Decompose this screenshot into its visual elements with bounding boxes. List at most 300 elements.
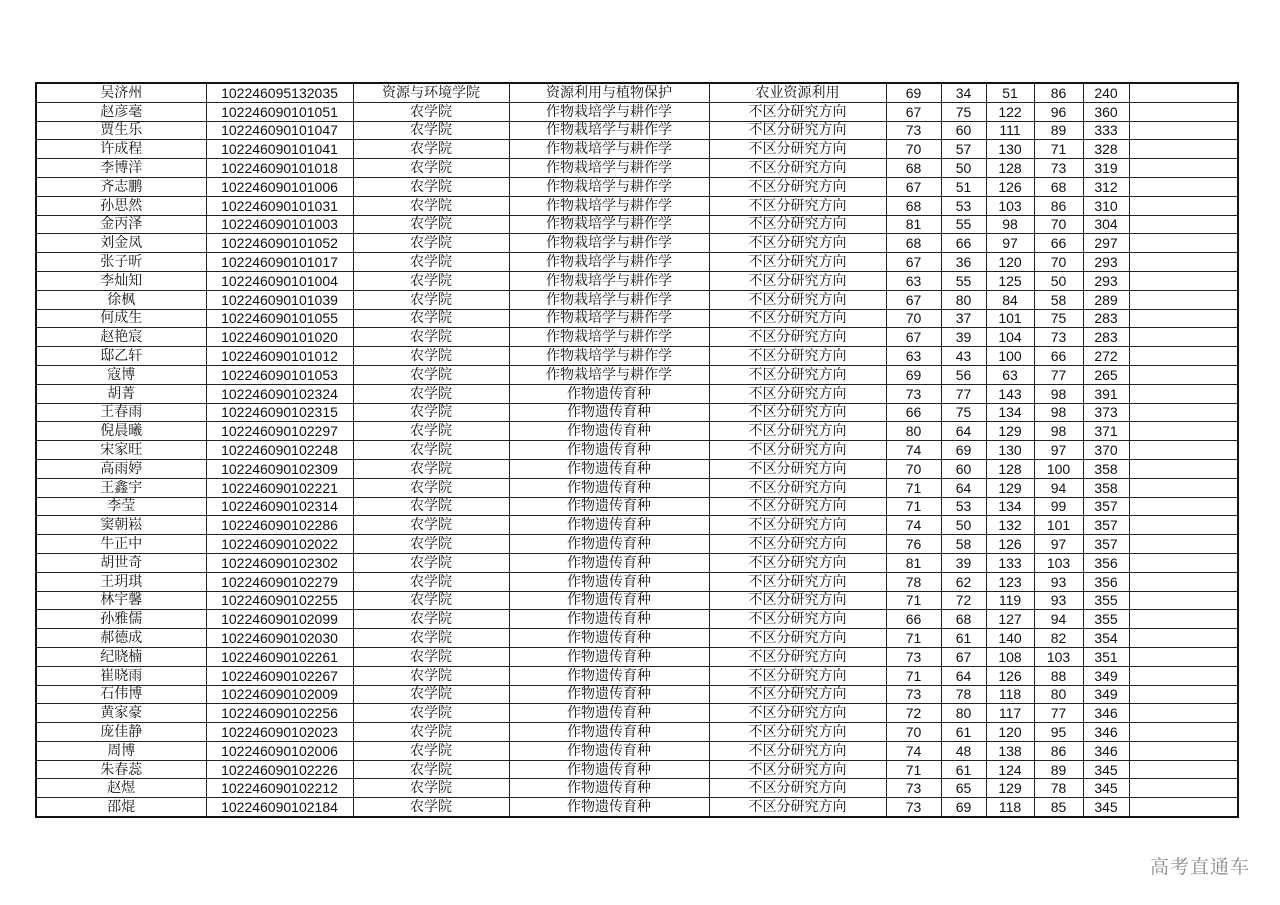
cell-major: 作物栽培学与耕作学 bbox=[509, 140, 709, 159]
cell-major: 作物遗传育种 bbox=[509, 647, 709, 666]
cell-major: 作物遗传育种 bbox=[509, 441, 709, 460]
cell-total: 265 bbox=[1083, 365, 1129, 384]
cell-name: 王鑫宇 bbox=[36, 478, 206, 497]
cell-remark bbox=[1129, 422, 1238, 441]
cell-score-4: 97 bbox=[1034, 535, 1083, 554]
cell-college: 资源与环境学院 bbox=[353, 83, 509, 102]
cell-score-4: 58 bbox=[1034, 290, 1083, 309]
cell-total: 391 bbox=[1083, 384, 1129, 403]
table-row bbox=[36, 177, 1238, 196]
cell-score-4: 89 bbox=[1034, 760, 1083, 779]
cell-name: 李灿知 bbox=[36, 271, 206, 290]
cell-direction: 不区分研究方向 bbox=[709, 271, 886, 290]
cell-college: 农学院 bbox=[353, 535, 509, 554]
cell-remark bbox=[1129, 535, 1238, 554]
cell-total: 355 bbox=[1083, 610, 1129, 629]
cell-college: 农学院 bbox=[353, 422, 509, 441]
cell-direction: 不区分研究方向 bbox=[709, 422, 886, 441]
cell-score-2: 60 bbox=[941, 459, 986, 478]
cell-major: 作物遗传育种 bbox=[509, 798, 709, 817]
table-row bbox=[36, 610, 1238, 629]
cell-total: 346 bbox=[1083, 741, 1129, 760]
cell-score-1: 73 bbox=[886, 779, 941, 798]
cell-remark bbox=[1129, 553, 1238, 572]
cell-college: 农学院 bbox=[353, 253, 509, 272]
table-row bbox=[36, 140, 1238, 159]
cell-major: 作物遗传育种 bbox=[509, 516, 709, 535]
cell-name: 贾生乐 bbox=[36, 121, 206, 140]
cell-college: 农学院 bbox=[353, 347, 509, 366]
cell-remark bbox=[1129, 177, 1238, 196]
cell-college: 农学院 bbox=[353, 666, 509, 685]
cell-college: 农学院 bbox=[353, 779, 509, 798]
cell-score-4: 68 bbox=[1034, 177, 1083, 196]
cell-score-1: 74 bbox=[886, 516, 941, 535]
cell-remark bbox=[1129, 629, 1238, 648]
cell-direction: 不区分研究方向 bbox=[709, 553, 886, 572]
cell-score-3: 119 bbox=[986, 591, 1034, 610]
cell-score-3: 118 bbox=[986, 798, 1034, 817]
cell-score-4: 103 bbox=[1034, 647, 1083, 666]
cell-score-4: 78 bbox=[1034, 779, 1083, 798]
cell-exam-id: 102246090101055 bbox=[206, 309, 353, 328]
cell-direction: 不区分研究方向 bbox=[709, 591, 886, 610]
cell-score-4: 93 bbox=[1034, 591, 1083, 610]
table-row bbox=[36, 741, 1238, 760]
cell-exam-id: 102246090101004 bbox=[206, 271, 353, 290]
cell-score-3: 128 bbox=[986, 459, 1034, 478]
table-row bbox=[36, 121, 1238, 140]
cell-exam-id: 102246090102314 bbox=[206, 497, 353, 516]
table-row bbox=[36, 572, 1238, 591]
cell-total: 328 bbox=[1083, 140, 1129, 159]
cell-remark bbox=[1129, 685, 1238, 704]
cell-exam-id: 102246090101006 bbox=[206, 177, 353, 196]
table-row bbox=[36, 478, 1238, 497]
cell-name: 邸乙轩 bbox=[36, 347, 206, 366]
cell-exam-id: 102246090102212 bbox=[206, 779, 353, 798]
cell-score-4: 73 bbox=[1034, 328, 1083, 347]
cell-name: 黄家豪 bbox=[36, 704, 206, 723]
cell-remark bbox=[1129, 215, 1238, 234]
cell-major: 作物栽培学与耕作学 bbox=[509, 234, 709, 253]
cell-score-1: 67 bbox=[886, 253, 941, 272]
cell-direction: 不区分研究方向 bbox=[709, 647, 886, 666]
cell-score-2: 43 bbox=[941, 347, 986, 366]
cell-exam-id: 102246090102279 bbox=[206, 572, 353, 591]
cell-name: 刘金凤 bbox=[36, 234, 206, 253]
cell-college: 农学院 bbox=[353, 647, 509, 666]
cell-score-4: 75 bbox=[1034, 309, 1083, 328]
cell-score-3: 118 bbox=[986, 685, 1034, 704]
cell-college: 农学院 bbox=[353, 760, 509, 779]
cell-score-3: 98 bbox=[986, 215, 1034, 234]
cell-exam-id: 102246090101051 bbox=[206, 102, 353, 121]
cell-score-1: 68 bbox=[886, 196, 941, 215]
cell-total: 283 bbox=[1083, 309, 1129, 328]
cell-remark bbox=[1129, 478, 1238, 497]
table-row bbox=[36, 159, 1238, 178]
cell-college: 农学院 bbox=[353, 121, 509, 140]
cell-major: 作物遗传育种 bbox=[509, 497, 709, 516]
cell-remark bbox=[1129, 741, 1238, 760]
table-row bbox=[36, 441, 1238, 460]
cell-direction: 不区分研究方向 bbox=[709, 196, 886, 215]
cell-score-3: 103 bbox=[986, 196, 1034, 215]
cell-score-2: 69 bbox=[941, 798, 986, 817]
table-row bbox=[36, 629, 1238, 648]
cell-major: 作物遗传育种 bbox=[509, 591, 709, 610]
cell-college: 农学院 bbox=[353, 215, 509, 234]
cell-name: 王玥琪 bbox=[36, 572, 206, 591]
cell-direction: 不区分研究方向 bbox=[709, 741, 886, 760]
cell-score-3: 128 bbox=[986, 159, 1034, 178]
cell-direction: 不区分研究方向 bbox=[709, 365, 886, 384]
cell-name: 郝德成 bbox=[36, 629, 206, 648]
cell-score-4: 88 bbox=[1034, 666, 1083, 685]
cell-remark bbox=[1129, 159, 1238, 178]
cell-major: 作物遗传育种 bbox=[509, 572, 709, 591]
table-row bbox=[36, 535, 1238, 554]
table-row bbox=[36, 516, 1238, 535]
cell-college: 农学院 bbox=[353, 403, 509, 422]
cell-total: 293 bbox=[1083, 271, 1129, 290]
cell-score-3: 129 bbox=[986, 478, 1034, 497]
cell-name: 崔晓雨 bbox=[36, 666, 206, 685]
cell-score-1: 70 bbox=[886, 140, 941, 159]
cell-name: 周博 bbox=[36, 741, 206, 760]
cell-direction: 不区分研究方向 bbox=[709, 535, 886, 554]
cell-score-2: 80 bbox=[941, 290, 986, 309]
cell-remark bbox=[1129, 253, 1238, 272]
cell-major: 作物遗传育种 bbox=[509, 535, 709, 554]
cell-major: 作物遗传育种 bbox=[509, 478, 709, 497]
cell-total: 345 bbox=[1083, 779, 1129, 798]
cell-college: 农学院 bbox=[353, 798, 509, 817]
cell-score-1: 66 bbox=[886, 610, 941, 629]
cell-score-3: 126 bbox=[986, 535, 1034, 554]
cell-remark bbox=[1129, 441, 1238, 460]
cell-score-3: 129 bbox=[986, 422, 1034, 441]
cell-score-4: 77 bbox=[1034, 365, 1083, 384]
cell-score-2: 50 bbox=[941, 159, 986, 178]
cell-name: 李博洋 bbox=[36, 159, 206, 178]
cell-score-3: 138 bbox=[986, 741, 1034, 760]
cell-score-2: 53 bbox=[941, 497, 986, 516]
cell-score-4: 73 bbox=[1034, 159, 1083, 178]
cell-remark bbox=[1129, 647, 1238, 666]
cell-total: 346 bbox=[1083, 723, 1129, 742]
cell-remark bbox=[1129, 140, 1238, 159]
cell-direction: 不区分研究方向 bbox=[709, 121, 886, 140]
cell-exam-id: 102246090101018 bbox=[206, 159, 353, 178]
cell-score-4: 100 bbox=[1034, 459, 1083, 478]
cell-exam-id: 102246090102315 bbox=[206, 403, 353, 422]
cell-exam-id: 102246090101052 bbox=[206, 234, 353, 253]
cell-score-2: 56 bbox=[941, 365, 986, 384]
cell-direction: 不区分研究方向 bbox=[709, 290, 886, 309]
cell-score-1: 73 bbox=[886, 121, 941, 140]
cell-score-3: 129 bbox=[986, 779, 1034, 798]
cell-score-4: 85 bbox=[1034, 798, 1083, 817]
cell-major: 作物遗传育种 bbox=[509, 459, 709, 478]
cell-exam-id: 102246090102267 bbox=[206, 666, 353, 685]
cell-score-3: 63 bbox=[986, 365, 1034, 384]
cell-score-1: 73 bbox=[886, 647, 941, 666]
cell-total: 356 bbox=[1083, 572, 1129, 591]
table-row bbox=[36, 704, 1238, 723]
cell-score-1: 81 bbox=[886, 215, 941, 234]
cell-direction: 不区分研究方向 bbox=[709, 798, 886, 817]
table-row bbox=[36, 459, 1238, 478]
cell-major: 作物遗传育种 bbox=[509, 741, 709, 760]
cell-remark bbox=[1129, 121, 1238, 140]
cell-score-4: 94 bbox=[1034, 478, 1083, 497]
cell-college: 农学院 bbox=[353, 290, 509, 309]
cell-remark bbox=[1129, 516, 1238, 535]
cell-score-4: 93 bbox=[1034, 572, 1083, 591]
cell-remark bbox=[1129, 723, 1238, 742]
cell-college: 农学院 bbox=[353, 177, 509, 196]
cell-remark bbox=[1129, 704, 1238, 723]
cell-score-1: 71 bbox=[886, 478, 941, 497]
cell-score-2: 53 bbox=[941, 196, 986, 215]
cell-score-1: 80 bbox=[886, 422, 941, 441]
cell-exam-id: 102246090102009 bbox=[206, 685, 353, 704]
cell-score-3: 130 bbox=[986, 140, 1034, 159]
cell-score-2: 37 bbox=[941, 309, 986, 328]
cell-name: 寇博 bbox=[36, 365, 206, 384]
cell-total: 310 bbox=[1083, 196, 1129, 215]
cell-direction: 不区分研究方向 bbox=[709, 309, 886, 328]
cell-name: 齐志鹏 bbox=[36, 177, 206, 196]
cell-name: 赵彦毫 bbox=[36, 102, 206, 121]
cell-score-1: 66 bbox=[886, 403, 941, 422]
cell-exam-id: 102246090102255 bbox=[206, 591, 353, 610]
cell-total: 354 bbox=[1083, 629, 1129, 648]
cell-name: 林宇馨 bbox=[36, 591, 206, 610]
cell-score-4: 103 bbox=[1034, 553, 1083, 572]
cell-score-3: 126 bbox=[986, 666, 1034, 685]
cell-college: 农学院 bbox=[353, 572, 509, 591]
cell-exam-id: 102246090102248 bbox=[206, 441, 353, 460]
table-row bbox=[36, 215, 1238, 234]
cell-total: 357 bbox=[1083, 516, 1129, 535]
table-row bbox=[36, 290, 1238, 309]
cell-score-3: 117 bbox=[986, 704, 1034, 723]
cell-remark bbox=[1129, 290, 1238, 309]
cell-remark bbox=[1129, 459, 1238, 478]
cell-score-4: 99 bbox=[1034, 497, 1083, 516]
cell-major: 作物遗传育种 bbox=[509, 403, 709, 422]
cell-score-2: 61 bbox=[941, 760, 986, 779]
cell-direction: 不区分研究方向 bbox=[709, 610, 886, 629]
cell-major: 作物栽培学与耕作学 bbox=[509, 196, 709, 215]
cell-direction: 不区分研究方向 bbox=[709, 347, 886, 366]
cell-remark bbox=[1129, 760, 1238, 779]
cell-score-2: 34 bbox=[941, 83, 986, 102]
cell-score-1: 70 bbox=[886, 459, 941, 478]
cell-score-2: 75 bbox=[941, 403, 986, 422]
cell-college: 农学院 bbox=[353, 629, 509, 648]
cell-name: 金丙泽 bbox=[36, 215, 206, 234]
cell-name: 庞佳静 bbox=[36, 723, 206, 742]
cell-remark bbox=[1129, 271, 1238, 290]
cell-score-3: 84 bbox=[986, 290, 1034, 309]
table-row bbox=[36, 779, 1238, 798]
cell-major: 作物遗传育种 bbox=[509, 779, 709, 798]
cell-direction: 不区分研究方向 bbox=[709, 459, 886, 478]
cell-remark bbox=[1129, 798, 1238, 817]
cell-college: 农学院 bbox=[353, 271, 509, 290]
cell-college: 农学院 bbox=[353, 159, 509, 178]
cell-total: 370 bbox=[1083, 441, 1129, 460]
cell-name: 牛正中 bbox=[36, 535, 206, 554]
cell-score-2: 55 bbox=[941, 271, 986, 290]
cell-total: 293 bbox=[1083, 253, 1129, 272]
cell-score-2: 39 bbox=[941, 328, 986, 347]
cell-exam-id: 102246090102022 bbox=[206, 535, 353, 554]
table-row bbox=[36, 497, 1238, 516]
cell-name: 宋家旺 bbox=[36, 441, 206, 460]
cell-name: 吴济州 bbox=[36, 83, 206, 102]
cell-direction: 农业资源利用 bbox=[709, 83, 886, 102]
table-row bbox=[36, 309, 1238, 328]
table-row bbox=[36, 83, 1238, 102]
cell-score-2: 60 bbox=[941, 121, 986, 140]
cell-total: 304 bbox=[1083, 215, 1129, 234]
cell-score-4: 66 bbox=[1034, 347, 1083, 366]
cell-score-2: 66 bbox=[941, 234, 986, 253]
cell-name: 石伟博 bbox=[36, 685, 206, 704]
cell-score-3: 130 bbox=[986, 441, 1034, 460]
cell-direction: 不区分研究方向 bbox=[709, 328, 886, 347]
cell-direction: 不区分研究方向 bbox=[709, 441, 886, 460]
cell-exam-id: 102246090102261 bbox=[206, 647, 353, 666]
cell-score-1: 67 bbox=[886, 177, 941, 196]
cell-total: 355 bbox=[1083, 591, 1129, 610]
cell-exam-id: 102246090101020 bbox=[206, 328, 353, 347]
cell-major: 资源利用与植物保护 bbox=[509, 83, 709, 102]
cell-name: 孙雅儒 bbox=[36, 610, 206, 629]
cell-name: 李莹 bbox=[36, 497, 206, 516]
cell-college: 农学院 bbox=[353, 704, 509, 723]
cell-total: 333 bbox=[1083, 121, 1129, 140]
table-row bbox=[36, 760, 1238, 779]
cell-score-4: 50 bbox=[1034, 271, 1083, 290]
cell-score-2: 78 bbox=[941, 685, 986, 704]
cell-remark bbox=[1129, 328, 1238, 347]
cell-score-4: 95 bbox=[1034, 723, 1083, 742]
cell-score-2: 64 bbox=[941, 478, 986, 497]
cell-score-1: 67 bbox=[886, 290, 941, 309]
cell-score-2: 72 bbox=[941, 591, 986, 610]
cell-college: 农学院 bbox=[353, 234, 509, 253]
cell-score-1: 73 bbox=[886, 384, 941, 403]
cell-name: 窦朝崧 bbox=[36, 516, 206, 535]
cell-score-2: 55 bbox=[941, 215, 986, 234]
table-row bbox=[36, 422, 1238, 441]
table-row bbox=[36, 234, 1238, 253]
cell-total: 240 bbox=[1083, 83, 1129, 102]
cell-total: 272 bbox=[1083, 347, 1129, 366]
cell-score-2: 61 bbox=[941, 723, 986, 742]
cell-score-3: 126 bbox=[986, 177, 1034, 196]
cell-college: 农学院 bbox=[353, 497, 509, 516]
cell-name: 徐枫 bbox=[36, 290, 206, 309]
table-row bbox=[36, 102, 1238, 121]
cell-exam-id: 102246090102309 bbox=[206, 459, 353, 478]
cell-score-4: 98 bbox=[1034, 422, 1083, 441]
cell-exam-id: 102246090102226 bbox=[206, 760, 353, 779]
cell-score-2: 68 bbox=[941, 610, 986, 629]
cell-major: 作物遗传育种 bbox=[509, 666, 709, 685]
cell-remark bbox=[1129, 572, 1238, 591]
cell-total: 358 bbox=[1083, 478, 1129, 497]
cell-score-4: 82 bbox=[1034, 629, 1083, 648]
cell-score-3: 123 bbox=[986, 572, 1034, 591]
cell-score-3: 100 bbox=[986, 347, 1034, 366]
cell-direction: 不区分研究方向 bbox=[709, 760, 886, 779]
cell-exam-id: 102246090102302 bbox=[206, 553, 353, 572]
cell-score-2: 57 bbox=[941, 140, 986, 159]
cell-college: 农学院 bbox=[353, 685, 509, 704]
cell-score-1: 71 bbox=[886, 666, 941, 685]
cell-college: 农学院 bbox=[353, 553, 509, 572]
cell-major: 作物栽培学与耕作学 bbox=[509, 290, 709, 309]
cell-total: 289 bbox=[1083, 290, 1129, 309]
cell-score-3: 101 bbox=[986, 309, 1034, 328]
watermark: 高考直通车 bbox=[1149, 856, 1250, 878]
cell-total: 283 bbox=[1083, 328, 1129, 347]
cell-name: 何成生 bbox=[36, 309, 206, 328]
cell-score-4: 66 bbox=[1034, 234, 1083, 253]
cell-remark bbox=[1129, 347, 1238, 366]
cell-major: 作物遗传育种 bbox=[509, 553, 709, 572]
cell-exam-id: 102246090101041 bbox=[206, 140, 353, 159]
cell-college: 农学院 bbox=[353, 384, 509, 403]
cell-major: 作物栽培学与耕作学 bbox=[509, 253, 709, 272]
cell-exam-id: 102246090102023 bbox=[206, 723, 353, 742]
cell-remark bbox=[1129, 234, 1238, 253]
cell-direction: 不区分研究方向 bbox=[709, 215, 886, 234]
table-row bbox=[36, 403, 1238, 422]
cell-score-3: 132 bbox=[986, 516, 1034, 535]
table-row bbox=[36, 253, 1238, 272]
cell-score-4: 98 bbox=[1034, 403, 1083, 422]
cell-direction: 不区分研究方向 bbox=[709, 779, 886, 798]
cell-exam-id: 102246090102030 bbox=[206, 629, 353, 648]
cell-name: 赵煜 bbox=[36, 779, 206, 798]
cell-score-1: 71 bbox=[886, 629, 941, 648]
cell-score-3: 133 bbox=[986, 553, 1034, 572]
cell-remark bbox=[1129, 403, 1238, 422]
cell-direction: 不区分研究方向 bbox=[709, 234, 886, 253]
cell-college: 农学院 bbox=[353, 140, 509, 159]
cell-direction: 不区分研究方向 bbox=[709, 516, 886, 535]
cell-direction: 不区分研究方向 bbox=[709, 140, 886, 159]
cell-exam-id: 102246090101047 bbox=[206, 121, 353, 140]
cell-score-1: 67 bbox=[886, 328, 941, 347]
table-row bbox=[36, 553, 1238, 572]
cell-direction: 不区分研究方向 bbox=[709, 497, 886, 516]
cell-score-1: 70 bbox=[886, 309, 941, 328]
cell-direction: 不区分研究方向 bbox=[709, 478, 886, 497]
cell-name: 邵焜 bbox=[36, 798, 206, 817]
cell-score-2: 65 bbox=[941, 779, 986, 798]
cell-score-2: 48 bbox=[941, 741, 986, 760]
cell-direction: 不区分研究方向 bbox=[709, 403, 886, 422]
